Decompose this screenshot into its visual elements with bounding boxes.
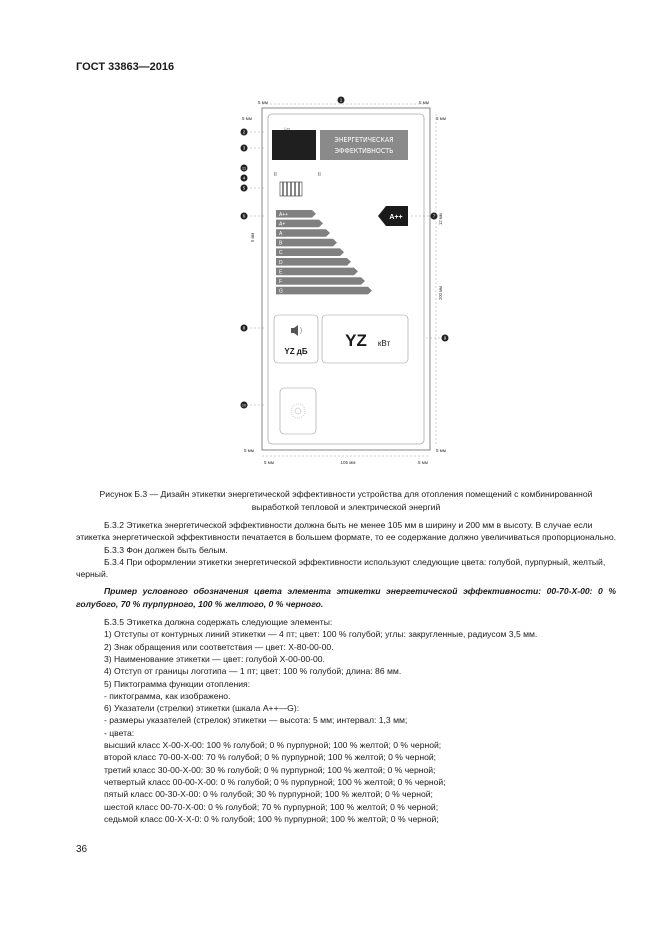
label-title-block (320, 130, 408, 160)
roman-mark-left: II (274, 172, 277, 178)
list-item: - размеры указателей (стрелок) этикетки — высота: 5 мм; интервал: 1,3 мм; (104, 715, 408, 726)
class-bar-label: C (279, 250, 283, 257)
list-item: второй класс 70-00-X-00: 70 % голубой; 0 % пурпурной; 100 % желтой; 0 % черной; (104, 752, 437, 763)
paragraph-b35: Б.3.5 Этикетка должна содержать следующие элементы: (104, 617, 333, 628)
dim-top-left: 5 мм (258, 100, 268, 105)
list-item: пятый класс 00-30-X-00: 0 % голубой; 30 % пурпурной; 100 % желтой; 0 % черной; (104, 789, 433, 800)
roman-mark-right: II (318, 172, 321, 178)
list-item: 5) Пиктограмма функции отопления: (104, 678, 251, 689)
callout-11: 11 (241, 165, 247, 171)
element-list (76, 628, 616, 825)
callout-5: 5 (242, 185, 246, 191)
class-indicator-arrow (378, 206, 408, 226)
eu-mark-box (280, 388, 316, 434)
star-circle-icon (291, 404, 305, 418)
dim-bottom-left-under: 5 мм (264, 460, 274, 465)
callout-4: 4 (242, 175, 246, 181)
list-item: шестой класс 00-70-X-00: 0 % голубой; 70 % пурпурной; 100 % желтой; 0 % черной; (104, 801, 439, 812)
class-bar-label: G (279, 288, 283, 295)
dim-left-top: 5 мм (242, 116, 252, 121)
class-bar-label: D (279, 259, 283, 266)
list-item: 1) Отступы от контурных линий этикетки — 4 пт; цвет: 100 % голубой; углы: закругленные, радиусом 3,5 мм. (104, 629, 538, 640)
dim-height: 200 мм (438, 286, 443, 300)
list-item: - пиктограмма, как изображено. (104, 690, 231, 701)
dim-bottom-right-under: 5 мм (418, 460, 428, 465)
heating-pictogram-icon (280, 182, 302, 196)
dim-top-right: 5 мм (419, 100, 429, 105)
example-paragraph: Пример условного обозначения цвета элемента этикетки энергетической эффективности: 00-70-X-00: 0 % голубого, 70 % пурпурного, 100 % желтого, 0 % черного. (76, 586, 616, 609)
dim-bottom-left: 5 мм (244, 448, 254, 453)
list-item: 3) Наименование этикетки — цвет: голубой X-00-00-00. (104, 653, 325, 664)
paragraph-b33: Б.3.3 Фон должен быть белым. (104, 544, 228, 555)
dim-arrow-height: 12 мм (438, 213, 443, 225)
label-design-figure (236, 90, 466, 475)
power-unit: кВт (377, 339, 391, 348)
list-item: 4) Отступ от границы логотипа — 1 пт; цвет: 100 % голубой; длина: 86 мм. (104, 666, 402, 677)
list-item: высший класс X-00-X-00: 100 % голубой; 0 % пурпурной; 100 % желтой; 0 % черной; (104, 740, 442, 751)
dim-logo-frame: 1 пт (284, 127, 290, 131)
paragraph-b34: Б.3.4 При оформлении этикетки энергетической эффективности используют следующие цвета: голубой, пурпурный, желтый, черный. (76, 556, 606, 580)
class-bar (276, 239, 337, 247)
callout-1: 1 (339, 97, 343, 103)
speaker-icon (291, 325, 302, 336)
class-bar (276, 268, 358, 276)
callout-2: 2 (242, 129, 246, 135)
list-item: седьмой класс 00-X-X-0: 0 % голубой; 100 % пурпурной; 100 % желтой; 0 % черной; (104, 813, 439, 824)
paragraph-b32: Б.3.2 Этикетка энергетической эффективности должна быть не менее 105 мм в ширину и 200 мм в высоту. В случае если этикетка энергетической эффективности печатается в большем формате, то ее содержание должно увеличиваться пропорционально. (76, 520, 616, 543)
dim-bottom-right: 5 мм (436, 448, 446, 453)
callout-3: 3 (242, 145, 246, 151)
body-text (76, 519, 616, 825)
list-item: 6) Указатели (стрелки) этикетки (шкала A++—G): (104, 703, 300, 714)
page-header: ГОСТ 33863—2016 (76, 61, 175, 73)
callout-7: 7 (432, 213, 436, 219)
class-bar (276, 287, 372, 295)
label-title-line2: ЭФФЕКТИВНОСТЬ (334, 147, 394, 155)
dim-right-top: 5 мм (436, 116, 446, 121)
class-scale (276, 210, 372, 295)
noise-value: YZ дБ (284, 347, 308, 356)
class-bar-label: E (279, 269, 283, 276)
class-bar-label: B (279, 240, 283, 247)
page-number: 36 (76, 844, 88, 855)
class-bar (276, 229, 330, 237)
class-bar (276, 248, 344, 256)
class-bar (276, 277, 365, 285)
class-bar-label: A++ (279, 211, 289, 218)
label-diagram (236, 90, 466, 475)
callout-10: 10 (241, 403, 247, 408)
list-item: 2) Знак обращения или соответствия — цвет: X-80-00-00. (104, 641, 334, 652)
list-item: - цвета: (104, 727, 135, 738)
label-title-line1: ЭНЕРГЕТИЧЕСКАЯ (334, 136, 394, 144)
class-bar-label: F (279, 279, 283, 285)
class-bar (276, 258, 351, 266)
indicator-label: A++ (389, 214, 403, 221)
class-bar-label: A (279, 231, 283, 237)
figure-caption: Рисунок Б.3 — Дизайн этикетки энергетической эффективности устройства для отопления помещений с комбинированной выработкой тепловой и электрической энергий (99, 489, 593, 512)
list-item: третий класс 30-00-X-00: 30 % голубой; 0 % пурпурной; 100 % желтой; 0 % черной; (104, 764, 436, 775)
callout-8: 8 (242, 325, 246, 331)
dim-width: 105 мм (340, 460, 356, 465)
callout-6: 6 (242, 213, 246, 219)
callout-9: 9 (443, 335, 447, 341)
power-value: YZ (345, 331, 367, 350)
dim-scale-height: 5 мм (250, 232, 255, 242)
list-item: четвертый класс 00-00-X-00: 0 % голубой; 0 % пурпурной; 100 % желтой; 0 % черной; (104, 776, 446, 787)
class-bar-label: A+ (279, 221, 286, 228)
conformity-mark-block (272, 130, 316, 160)
